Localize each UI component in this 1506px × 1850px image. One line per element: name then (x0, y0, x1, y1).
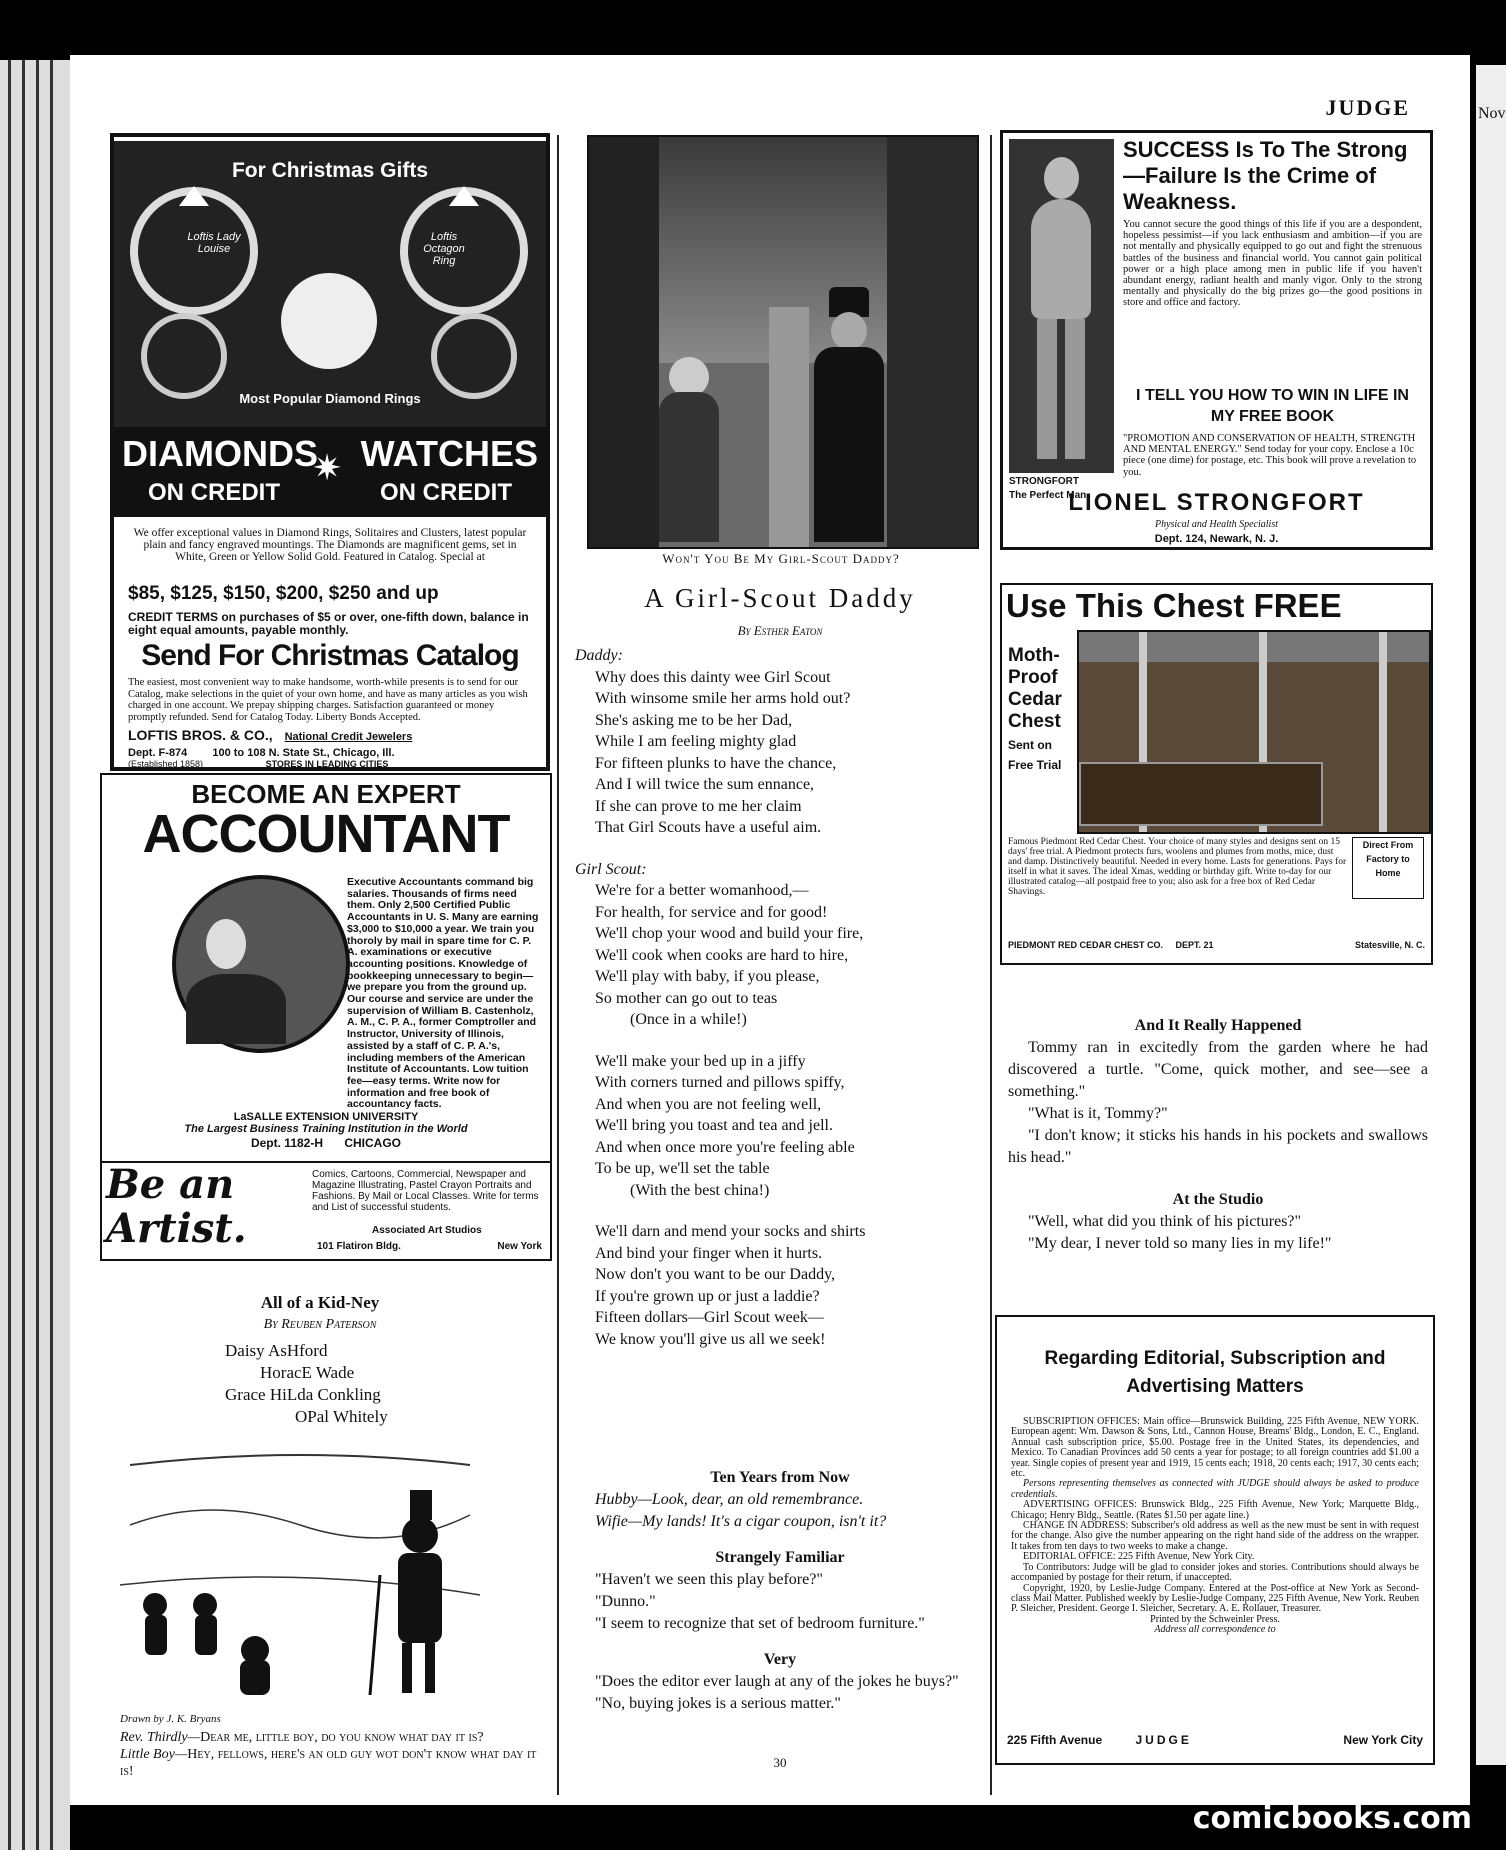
poem-line: We'll play with baby, if you please, (595, 968, 820, 985)
diamonds-heading: DIAMONDS (122, 433, 318, 474)
popular-rings-label: Most Popular Diamond Rings (239, 391, 421, 406)
strongfort-role: Physical and Health Specialist (1154, 519, 1279, 530)
cartoon-caption (120, 1729, 550, 1780)
poem-line: We know you'll give us all we seek! (595, 1330, 826, 1348)
poem-line: And I will twice the sum ennance, (595, 776, 815, 793)
chest-title: Use This Chest FREE (1006, 587, 1342, 624)
girl-scout-photo (587, 135, 979, 549)
stanza-4 (575, 1221, 985, 1350)
artist-ad (100, 1161, 552, 1261)
loftis-company-row (128, 727, 532, 743)
joke-line: Wifie—My lands! It's a cigar coupon, isn't it? (595, 1513, 887, 1530)
poem-line: We'll cook when cooks are hard to hire, (595, 946, 849, 964)
artist-city: New York (497, 1241, 542, 1252)
joke-line: Tommy ran in excitedly from the garden where he had discovered a turtle. "Come, quick mother, and see—see a something." (1008, 1039, 1428, 1100)
loftis-established: (Established 1858) (128, 759, 204, 769)
loftis-easiest-text: The easiest, most convenient way to make handsome, worth-while presents is to send for our Catalog, make selections in the quiet of your own home, and have as many articles as you wish charged in one account. We prepay shipping charges. Satisfaction guaranteed or money promptly refunded. Send for Catalog Today. Liberty Bonds Accepted. (128, 677, 528, 723)
editorial-footer (1007, 1733, 1423, 1747)
book-binding (0, 60, 70, 1850)
poem-line: And when you are not feeling well, (595, 1095, 822, 1113)
editorial-copyright: Copyright, 1920, by Leslie-Judge Company. Entered at the Post-office at New York as Second-class Mail Matter. Published weekly by Leslie-Judge Company, 225 Fifth Avenue, New York. Reuben P. Sleicher, President. George I. Sleicher, Secretary. A. E. Rollauer, Treasurer. (1011, 1582, 1419, 1615)
editorial-contributors: To Contributors: Judge will be glad to consider jokes and stories. Contributions should always be accompanied by postage for their return, if unaccepted. (1011, 1561, 1419, 1584)
chest-ad (1000, 583, 1433, 965)
loftis-christmas-heading: For Christmas Gifts (231, 159, 429, 182)
column-rule-left (557, 135, 559, 1795)
loftis-address-row (128, 747, 532, 759)
loftis-prices: $85, $125, $150, $200, $250 and up (128, 583, 439, 604)
lasalle-city: CHICAGO (344, 1136, 402, 1150)
jokes-right (1008, 1015, 1428, 1255)
rings-illustration (114, 181, 546, 411)
artist-studio: Associated Art Studios (372, 1225, 482, 1236)
joke-line: "I don't know; it sticks his hands in his pockets and swallows his head." (1008, 1127, 1428, 1166)
poem-line: (Once in a while!) (630, 1011, 747, 1028)
poem-line: With winsome smile her arms hold out? (595, 690, 851, 707)
chest-moth-proof: Moth-Proof Cedar Chest (1008, 645, 1062, 732)
lasalle-body: Executive Accountants command big salaries. Thousands of firms need them. Only 2,500 Certified Public Accountants in U. S. Many are earning $3,000 to $10,000 a year. We train you thoroly by mail in spare time for C. P. A. examinations or executive accounting positions. Knowledge of bookkeeping unnecessary to begin—we prepare you from the ground up. Our course and service are under the supervision of William B. Castenholz, A. M., C. P. A., former Comptroller and Instructor, University of Illinois, assisted by a staff of C. P. A.'s, including members of the American Institute of Accountants. Low tuition fee—easy terms. Write now for information and free book of accountancy facts. (347, 876, 539, 1111)
diamond-ornament-icon: ✷ (312, 448, 343, 488)
loftis-dept: Dept. F-874 (128, 747, 188, 759)
photo-caption: Won't You Be My Girl-Scout Daddy? (662, 551, 900, 566)
watches-heading: WATCHES (360, 433, 538, 474)
editorial-printer: Printed by the Schweinler Press. (1150, 1613, 1280, 1625)
loftis-company-name: LOFTIS BROS. & CO., (128, 727, 273, 743)
poem-line: (With the best china!) (630, 1181, 770, 1199)
joke-line: "Dunno." (595, 1593, 656, 1610)
lasalle-dept-row (102, 1136, 550, 1150)
column-rule-right (990, 135, 992, 1795)
kidney-byline: By Reuben Paterson (263, 1317, 377, 1332)
editorial-advertising: ADVERTISING OFFICES: Brunswick Bldg., 225 Fifth Avenue, New York; Marquette Bldg., Chicago; Henry Bldg., Seattle. (Rates $1.50 per agate line.) (1011, 1499, 1419, 1521)
credit-left-label: ON CREDIT (148, 479, 280, 506)
lasalle-tagline: The Largest Business Training Institution in the World (184, 1123, 468, 1135)
poem-title: A Girl-Scout Daddy (644, 583, 916, 613)
poem-line: We'll darn and mend your socks and shirts (595, 1223, 866, 1240)
strongfort-photo-caption-2: The Perfect Man (1009, 490, 1087, 501)
joke-line: "My dear, I never told so many lies in my life!" (1028, 1235, 1332, 1252)
poem-line: And bind your finger when it hurts. (595, 1244, 823, 1262)
kidney-title: All of a Kid-Ney (260, 1293, 380, 1312)
poem-line: Now don't you want to be our Daddy, (595, 1266, 836, 1283)
kidney-line-2: HoracE Wade (260, 1363, 355, 1382)
send-catalog-link[interactable]: Send For Christmas Catalog (141, 639, 519, 672)
caption-speaker-2: Little Boy— (120, 1747, 188, 1762)
lasalle-ad (100, 773, 552, 1163)
loftis-est-row (128, 759, 532, 769)
kidney-line-3: Grace HiLda Conkling (225, 1385, 381, 1404)
strongfort-subhead: I TELL YOU HOW TO WIN IN LIFE IN MY FREE BOOK (1136, 387, 1409, 425)
chest-company-row (1008, 940, 1425, 950)
magazine-page (70, 55, 1470, 1805)
joke-title: Strangely Familiar (715, 1549, 845, 1566)
poem-line: Why does this dainty wee Girl Scout (595, 668, 831, 686)
loftis-address: 100 to 108 N. State St., Chicago, Ill. (212, 747, 395, 759)
poem-line: With corners turned and pillows spiffy, (595, 1074, 845, 1091)
strongfort-headline: SUCCESS Is To The Strong—Failure Is the Crime of Weakness. (1123, 137, 1408, 214)
poem-line: If she can prove to me her claim (595, 797, 802, 815)
chest-body: Famous Piedmont Red Cedar Chest. Your choice of many styles and designs sent on 15 days' free trial. A Piedmont protects furs, woolens and plumes from moths, mice, dust and damp. Distinctively beautiful. Needed in every home. Lasts for generations. Pays for itself in what it saves. The ideal Xmas, wedding or birthday gift. Write to-day for our illustrated catalog—all postpaid free to you; also ask for a free box of Red Cedar Shavings. (1008, 837, 1347, 897)
poem-line: If you're grown up or just a laddie? (595, 1287, 820, 1305)
stanza-1 (575, 667, 985, 839)
poem-speaker-daddy: Daddy: (575, 647, 623, 664)
chest-city: Statesville, N. C. (1354, 940, 1425, 950)
watermark: comicbooks.com (1192, 1801, 1472, 1836)
poem-line: We'll bring you toast and tea and jell. (595, 1117, 833, 1134)
joke-line: "I seem to recognize that set of bedroom furniture." (595, 1615, 925, 1632)
page-number: 30 (773, 1755, 787, 1770)
lasalle-dept: Dept. 1182-H (250, 1136, 323, 1150)
poem-line: So mother can go out to teas (595, 989, 778, 1007)
poem-speaker-girl-scout: Girl Scout: (575, 860, 647, 878)
poem-body (575, 645, 985, 1350)
be-an-artist-logo: Be an Artist. (106, 1161, 247, 1252)
editorial-correspondence: Address all correspondence to (1154, 1624, 1276, 1636)
chest-company: PIEDMONT RED CEDAR CHEST CO. (1008, 940, 1164, 950)
editorial-office: EDITORIAL OFFICE: 225 Fifth Avenue, New York City. (1023, 1551, 1255, 1563)
strongfort-photo (1009, 139, 1114, 473)
stanza-3 (575, 1051, 985, 1202)
artist-address-row (317, 1241, 542, 1252)
joke-line: Hubby—Look, dear, an old remembrance. (595, 1491, 864, 1508)
caption-speaker-1: Rev. Thirdly— (120, 1730, 201, 1745)
poem-line: While I am feeling mighty glad (595, 733, 797, 750)
joke-line: "Haven't we seen this play before?" (595, 1571, 823, 1588)
poem-line: We're for a better womanhood,— (595, 882, 809, 899)
editorial-title: Regarding Editorial, Subscription and Advertising Matters (1044, 1348, 1386, 1397)
loftis-offer-text: We offer exceptional values in Diamond Rings, Solitaires and Clusters, latest popular plain and fancy engraved mountings. The Diamonds are magnificent gems, set in White, Green or Yellow Solid Gold. Featured in Catalog. Special at (133, 527, 527, 563)
poem-line: And when once more you're feeling able (595, 1138, 855, 1156)
editorial-box (995, 1315, 1435, 1765)
cedar-chest-image (1077, 630, 1431, 834)
chest-free-trial: Sent on Free Trial (1008, 738, 1062, 772)
joke-line: "Well, what did you think of his pictures?" (1028, 1213, 1302, 1230)
chest-direct-badge: Direct From Factory to Home (1352, 837, 1424, 899)
editorial-change-address: CHANGE IN ADDRESS: Subscriber's old address as well as the new must be sent in with request for the change. Also give the number appearing on the right hand side of the address on the wrapper. It takes from ten days to two weeks to make a change. (1011, 1520, 1419, 1552)
caption-line-1: Dear me, little boy, do you know what day it is? (200, 1730, 484, 1745)
next-page-edge (1470, 65, 1506, 1765)
winter-cartoon (120, 1455, 480, 1705)
poem-byline: By Esther Eaton (737, 623, 823, 638)
artist-address: 101 Flatiron Bldg. (317, 1241, 401, 1252)
strongfort-photo-caption-1: STRONGFORT (1009, 476, 1079, 487)
next-page-text: Nov (1478, 105, 1506, 122)
poem-line: For health, for service and for good! (595, 903, 828, 921)
editorial-footer-city: New York City (1343, 1733, 1423, 1747)
poem-line: We'll chop your wood and build your fire, (595, 925, 864, 942)
stanza-2 (575, 880, 985, 1031)
strongfort-body: You cannot secure the good things of this life if you are a despondent, hopeless pessimist—if you lack enthusiasm and ambition—if you are not mentally and physically equipped to go out and fight the strenuous battles of the business and financial world. You cannot gain political power or a high place among men in public life if you haven't abundant energy, radiant health and manly vigor. Only to the strong mentally and physically do the big prizes go—the good positions in store and office and factory. (1123, 219, 1422, 309)
joke-title: And It Really Happened (1134, 1017, 1302, 1034)
strongfort-book-text: "PROMOTION AND CONSERVATION OF HEALTH, STRENGTH AND MENTAL ENERGY." Send today for your copy. Enclose a 10c piece (one dime) for postage, etc. This book will prove a revelation to you. (1123, 433, 1417, 478)
loftis-credit-terms: CREDIT TERMS on purchases of $5 or over, one-fifth down, balance in eight equal amounts, payable monthly. (128, 610, 529, 637)
strongfort-dept[interactable]: Dept. 124, Newark, N. J. (1154, 533, 1279, 545)
joke-title: Very (763, 1651, 797, 1668)
loftis-company-sub: National Credit Jewelers (284, 731, 413, 743)
poem-line: We'll make your bed up in a jiffy (595, 1052, 806, 1070)
artist-body: Comics, Cartoons, Commercial, Newspaper and Magazine Illustrating, Pastel Crayon Portraits and Fashions. By Mail or Local Classes. Write for terms and List of successful students. (312, 1169, 539, 1213)
lasalle-title2: ACCOUNTANT (142, 804, 510, 864)
loftis-ad (110, 133, 550, 771)
ring-label-octagon: Loftis Octagon Ring (423, 231, 465, 267)
joke-line: "Does the editor ever laugh at any of the jokes he buys?" (595, 1673, 959, 1690)
running-header: JUDGE (1325, 95, 1410, 120)
poem-line: Fifteen dollars—Girl Scout week— (595, 1309, 824, 1326)
strongfort-ad (1000, 130, 1433, 550)
credit-right-label: ON CREDIT (380, 479, 512, 506)
poem-line: For fifteen plunks to have the chance, (595, 754, 837, 772)
caption-line-2: Hey, fellows, here's an old guy wot don't know what day it is! (120, 1747, 537, 1779)
editorial-subscription: SUBSCRIPTION OFFICES: Main office—Brunswick Building, 225 Fifth Avenue, NEW YORK. European agent: Wm. Dawson & Sons, Ltd., Cannon House, Breams' Bldg., London, E. C., England. Annual cash subscription price, $5.00. Postage free in the United States, its dependencies, and Mexico. To Canadian Provinces add 50 cents a year for postage; to all foreign countries add $1.00 a year. Single copies of present year and 1919, 15 cents each; 1918, 20 cents each; 1917, 30 cents each; etc. (1011, 1416, 1419, 1480)
lasalle-title1: BECOME AN EXPERT (191, 779, 461, 809)
loftis-stores: STORES IN LEADING CITIES (265, 759, 389, 769)
ring-label-lady-louise: Loftis Lady Louise (187, 231, 241, 255)
joke-title: Ten Years from Now (710, 1469, 850, 1486)
joke-title: At the Studio (1172, 1191, 1264, 1208)
editorial-persons: Persons representing themselves as connected with JUDGE should always be asked to produce credentials. (1011, 1478, 1419, 1500)
editorial-footer-address: 225 Fifth Avenue (1007, 1733, 1103, 1747)
poem-line: She's asking me to be her Dad, (595, 711, 793, 729)
diamonds-watches-banner (114, 427, 546, 517)
joke-line: "No, buying jokes is a serious matter." (595, 1695, 841, 1712)
joke-line: "What is it, Tommy?" (1028, 1105, 1168, 1122)
poem-line: To be up, we'll set the table (595, 1160, 770, 1177)
loftis-top-banner (114, 141, 546, 431)
editorial-footer-judge: JUDGE (1135, 1733, 1192, 1747)
kidney-line-1: Daisy AsHford (225, 1341, 328, 1360)
kidney-line-4: OPal Whitely (295, 1407, 388, 1426)
poem-line: That Girl Scouts have a useful aim. (595, 819, 822, 836)
editorial-body (1011, 1417, 1419, 1636)
lasalle-university: LaSALLE EXTENSION UNIVERSITY (233, 1111, 419, 1123)
jokes-middle (575, 1467, 985, 1715)
accountant-portrait (172, 875, 350, 1053)
chest-dept: DEPT. 21 (1175, 940, 1214, 950)
cartoon-credit: Drawn by J. K. Bryans (120, 1713, 221, 1725)
strongfort-name: LIONEL STRONGFORT (1068, 489, 1365, 516)
